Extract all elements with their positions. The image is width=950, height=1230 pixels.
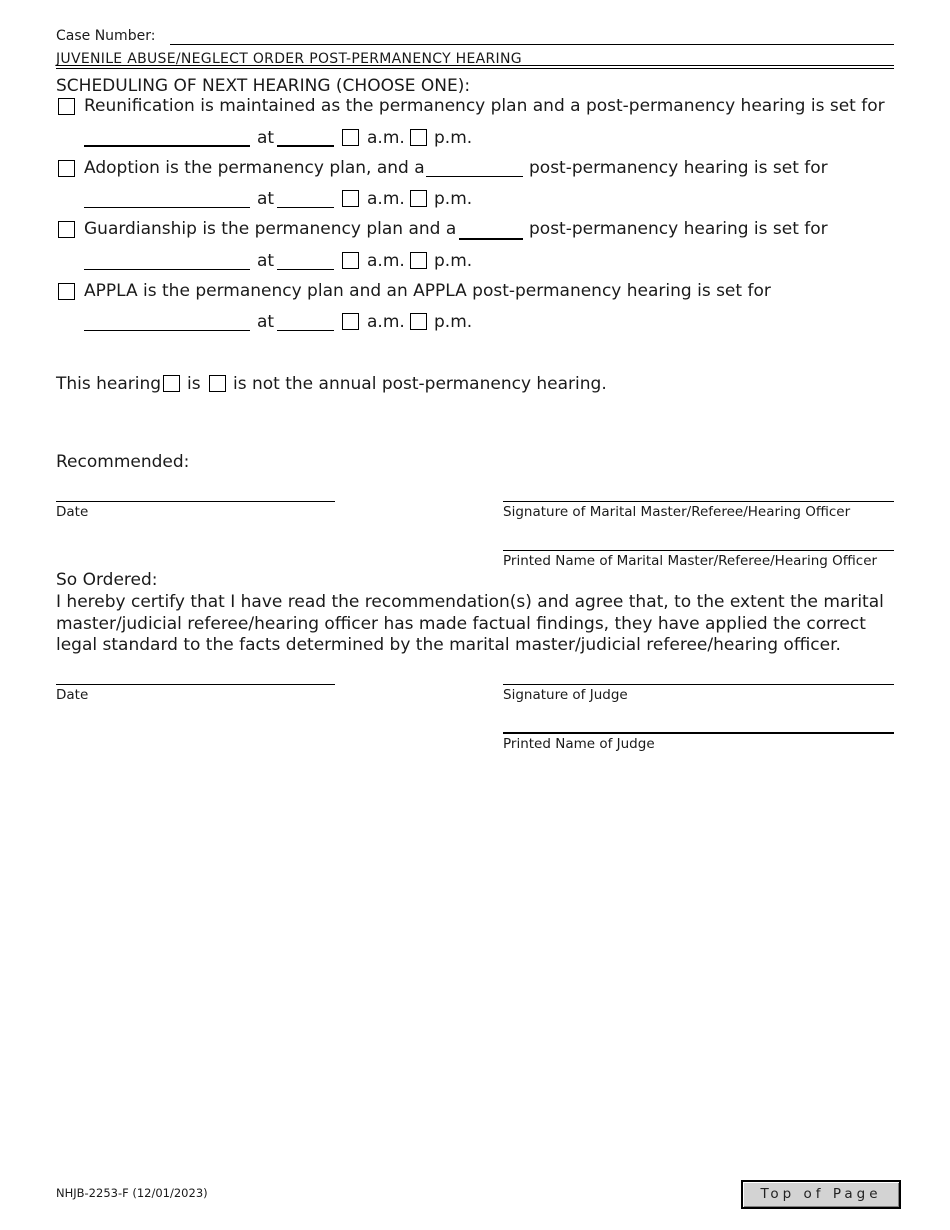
am-label: a.m.: [367, 189, 405, 209]
appla-date-field[interactable]: [84, 330, 250, 331]
guardianship-pm-checkbox[interactable]: [410, 252, 427, 269]
case-number-label: Case Number:: [56, 28, 156, 44]
at-label: at: [257, 128, 275, 148]
appla-term: APPLA: [84, 281, 138, 301]
guardianship-type-field[interactable]: [459, 238, 523, 240]
guardianship-term: Guardianship: [84, 219, 197, 239]
adoption-desc: is the permanency plan, and a: [159, 158, 425, 178]
pm-label: p.m.: [434, 189, 473, 209]
adoption-text: [84, 158, 425, 178]
am-label: a.m.: [367, 251, 405, 271]
officer-printed-name-label: Printed Name of Marital Master/Referee/Hearing Officer: [503, 553, 878, 569]
judge-signature-label: Signature of Judge: [503, 687, 628, 703]
annual-suffix: is not the annual post-permanency hearing.: [233, 374, 607, 394]
reunification-checkbox[interactable]: [58, 98, 75, 115]
adoption-time-field[interactable]: [277, 207, 334, 208]
annual-is-not-checkbox[interactable]: [209, 375, 226, 392]
appla-checkbox[interactable]: [58, 283, 75, 300]
judge-date-label: Date: [56, 687, 89, 703]
appla-pm-checkbox[interactable]: [410, 313, 427, 330]
judge-date-field[interactable]: [56, 684, 335, 685]
at-label: at: [257, 189, 275, 209]
recommended-heading: Recommended:: [56, 452, 190, 472]
guardianship-am-checkbox[interactable]: [342, 252, 359, 269]
judge-printed-name-label: Printed Name of Judge: [503, 736, 655, 752]
officer-signature-field[interactable]: [503, 501, 894, 502]
guardianship-checkbox[interactable]: [58, 221, 75, 238]
annual-is-label: is: [187, 374, 201, 394]
so-ordered-heading: So Ordered:: [56, 570, 158, 590]
at-label: at: [257, 251, 275, 271]
reunification-pm-checkbox[interactable]: [410, 129, 427, 146]
reunification-am-checkbox[interactable]: [342, 129, 359, 146]
case-number-field[interactable]: [170, 44, 894, 45]
adoption-date-field[interactable]: [84, 207, 250, 208]
reunification-text: [84, 96, 885, 116]
adoption-desc-after: post-permanency hearing is set for: [529, 158, 828, 178]
pm-label: p.m.: [434, 312, 473, 332]
reunification-time-field[interactable]: [277, 145, 334, 147]
guardianship-text: [84, 219, 456, 239]
recommended-date-field[interactable]: [56, 501, 335, 502]
reunification-desc: is maintained as the permanency plan and a post-permanency hearing is set for: [194, 96, 885, 116]
adoption-type-field[interactable]: [426, 176, 523, 177]
guardianship-desc: is the permanency plan and a: [196, 219, 457, 239]
adoption-term: Adoption: [84, 158, 160, 178]
judge-printed-name-field[interactable]: [503, 732, 894, 734]
at-label: at: [257, 312, 275, 332]
reunification-date-field[interactable]: [84, 145, 250, 147]
officer-signature-label: Signature of Marital Master/Referee/Hearing Officer: [503, 504, 851, 520]
pm-label: p.m.: [434, 251, 473, 271]
title-rule-top: [56, 65, 894, 66]
title-rule-bottom: [56, 68, 894, 69]
scheduling-heading: SCHEDULING OF NEXT HEARING (CHOOSE ONE):: [56, 76, 471, 96]
certification-text: I hereby certify that I have read the recommendation(s) and agree that, to the extent the marital master/judicial referee/hearing officer has made factual findings, they have applied the correct legal standard to the facts determined by the marital master/judicial referee/hearing officer.: [56, 592, 884, 655]
form-id: NHJB-2253-F (12/01/2023): [56, 1186, 208, 1200]
appla-desc: is the permanency plan and an APPLA post-permanency hearing is set for: [137, 281, 771, 301]
top-of-page-button[interactable]: Top of Page: [741, 1180, 901, 1209]
adoption-am-checkbox[interactable]: [342, 190, 359, 207]
guardianship-desc-after: post-permanency hearing is set for: [529, 219, 828, 239]
officer-printed-name-field[interactable]: [503, 550, 894, 551]
appla-time-field[interactable]: [277, 330, 334, 331]
annual-prefix: This hearing: [56, 374, 162, 394]
appla-text: [84, 281, 771, 301]
reunification-term: Reunification: [84, 96, 195, 116]
adoption-pm-checkbox[interactable]: [410, 190, 427, 207]
form-title: JUVENILE ABUSE/NEGLECT ORDER POST-PERMANENCY HEARING: [56, 51, 522, 67]
appla-am-checkbox[interactable]: [342, 313, 359, 330]
am-label: a.m.: [367, 312, 405, 332]
am-label: a.m.: [367, 128, 405, 148]
judge-signature-field[interactable]: [503, 684, 894, 685]
guardianship-date-field[interactable]: [84, 269, 250, 270]
pm-label: p.m.: [434, 128, 473, 148]
adoption-checkbox[interactable]: [58, 160, 75, 177]
annual-is-checkbox[interactable]: [163, 375, 180, 392]
recommended-date-label: Date: [56, 504, 89, 520]
guardianship-time-field[interactable]: [277, 269, 334, 270]
